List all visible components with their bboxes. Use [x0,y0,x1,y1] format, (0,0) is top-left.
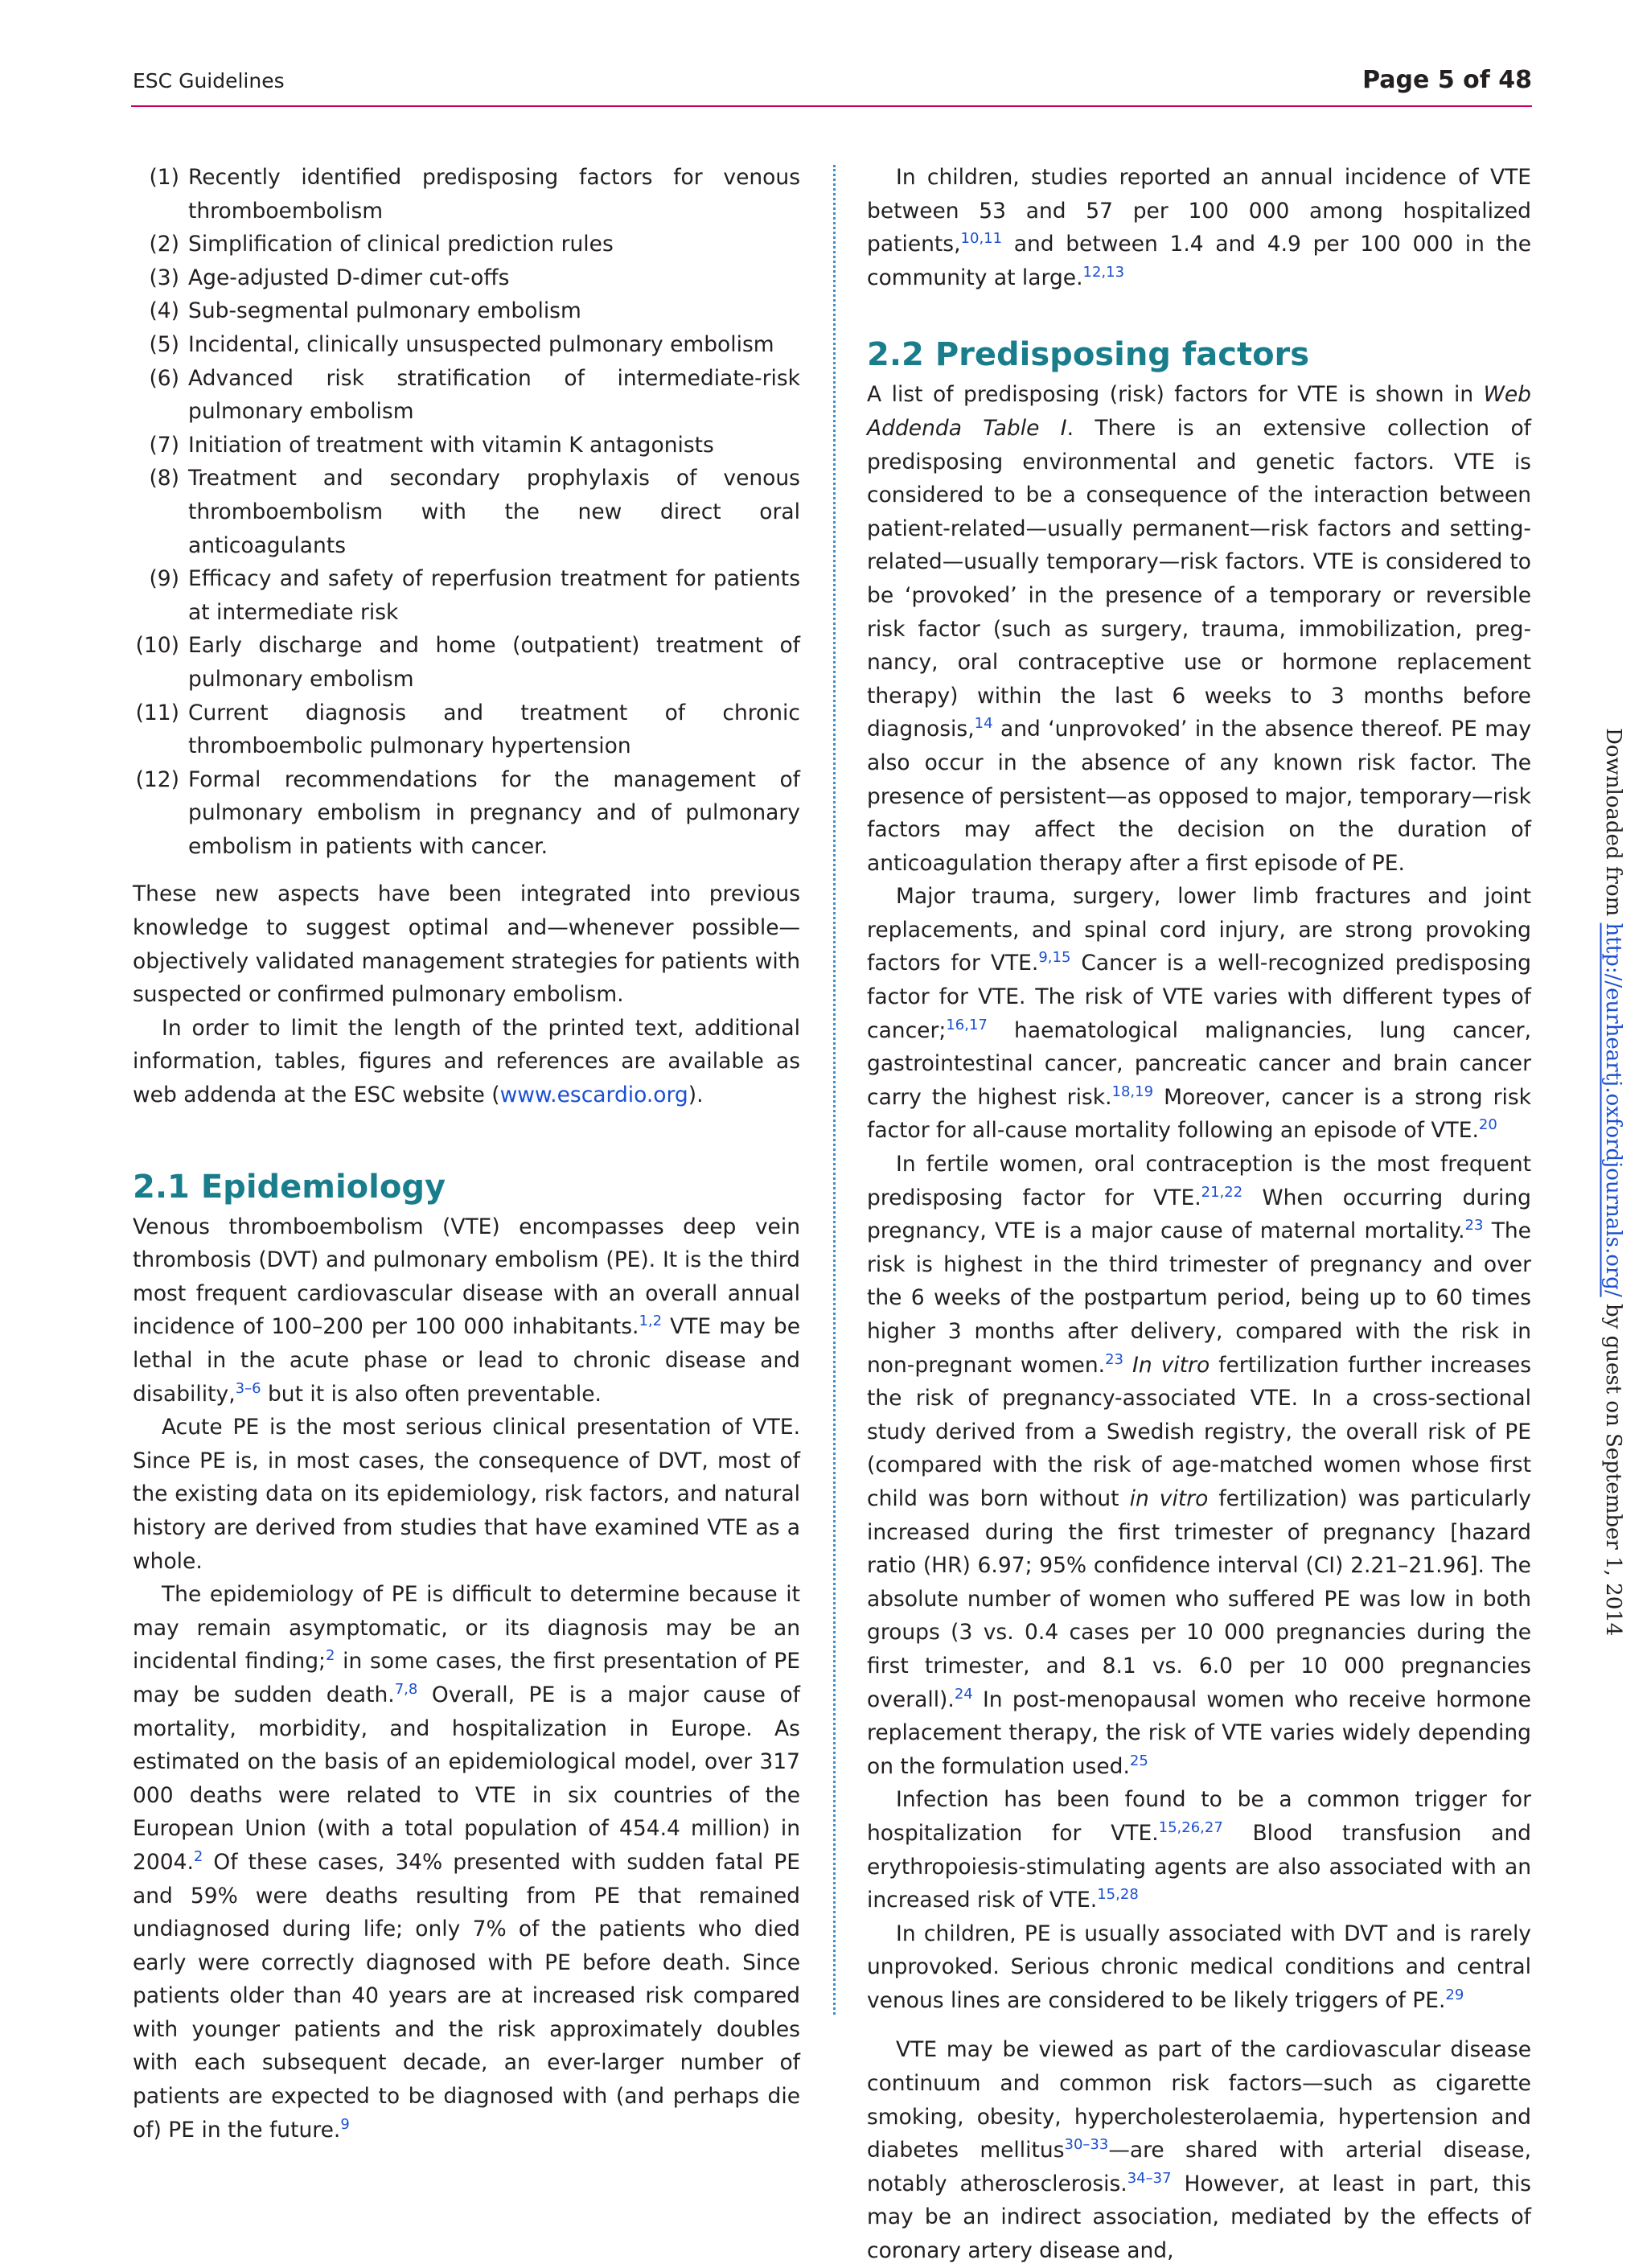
citation[interactable]: 2 [325,1647,335,1665]
citation[interactable]: 29 [1445,1986,1464,2003]
citation[interactable]: 34–37 [1127,2169,1172,2187]
list-item [133,362,800,429]
list-item-text: Early discharge and home (outpatient) treatment of pulmonary embolism [188,633,800,692]
running-header-journal: ESC Guidelines [133,69,285,92]
paragraph-children-pe: In children, PE is usually associated with DVT and is rarely unprovoked. Serious chronic medical conditions and central venous lines are considered to be likely triggers of PE.$^{29}$ [867,1921,1531,2013]
citation[interactable]: 23 [1464,1217,1484,1235]
paragraph-pe-epidemiology: The epidemiology of PE is difficult to determine because it may remain asymptomatic, or its diagnosis may be an incidental finding;$^2$ in some cases, the first presentation of PE may be sudden death.$^{7,8}$ Overall, PE is a major cause of mortality, morbidity, and hospitalization in Europe. As estimated on the basis of an epidemiological model, over 317 000 deaths were related to VTE in six countries of the European Union (with a total population of 454.4 million) in 2004.$^2$ Of these cases, 34% presented with sudden fatal PE and 59% were deaths resulting from PE that remained undiagnosed during life; only 7% of the patients who died early were correctly diagnosed with PE before death. Since patients older than 40 years are at increased risk compared with younger patients and the risk approximately doubles with each subsequent decade, an ever-larger number of patients are expected to be diagnosed with (and perhaps die of) PE in the future.$^9$ [133,1582,800,2143]
web-addenda-table-ref: Web Addenda Table I [867,382,1531,441]
citation[interactable]: 15,26,27 [1158,1818,1223,1836]
list-item-number: (9) [149,566,179,592]
list-item-text: Formal recommendations for the management of pulmonary embolism in pregnancy and of pulmonary embolism in patients with cancer. [188,766,800,859]
list-item-number: (11) [135,700,179,725]
citation[interactable]: 21,22 [1201,1183,1243,1201]
list-item-number: (2) [149,232,179,257]
citation[interactable]: 7,8 [394,1680,418,1698]
list-item-text: Efficacy and safety of reperfusion treatment for patients at intermediate risk [188,566,800,625]
citation[interactable]: 30–33 [1064,2136,1109,2154]
paragraph-fertile-women: In fertile women, oral contraception is the most frequent predisposing factor for VTE.$^{21,22}$ When occurring during pregnancy, VTE is a major cause of maternal mortality.$^{23}$ The risk is highest in the third trimester of pregnancy and over the 6 weeks of the postpartum period, being up to 60 times higher 3 months after delivery, compared with the risk in non-pregnant women.$^{23}$ In vitro fertilization further increases the risk of pregnancy-associated VTE. In a cross-sectional study derived from a Swedish registry, the overall risk of PE (compared with the risk of age-matched women whose first child was born without in vitro fertilization) was particularly increased during the first trimester of pregnancy [hazard ratio (HR) 6.97; 95% confidence interval (CI) 2.21–21.96]. The absolute number of women who suffered PE was low in both groups (3 vs. 0.4 cases per 10 000 pregnancies during the first trimester, and 8.1 vs. 6.0 per 10 000 pregnancies overall).$^{24}$ In post-menopausal women who receive hormone replacement therapy, the risk of VTE varies widely depending on the formulation used.$^{25}$ [867,1152,1532,1779]
list-item-number: (8) [149,466,179,491]
list-item-text: Treatment and secondary prophylaxis of venous thromboembolism with the new direct oral anticoagulants [188,466,800,558]
column-divider [833,165,836,2015]
list-item [133,161,800,228]
citation[interactable]: 2 [193,1847,203,1865]
citation[interactable]: 16,17 [946,1016,988,1033]
list-item [133,294,800,328]
list-item-text: Sub-segmental pulmonary embolism [188,298,581,324]
list-item-number: (5) [149,331,179,357]
list-item-text: Age-adjusted D-dimer cut-offs [188,265,510,290]
citation[interactable]: 3–6 [235,1379,261,1397]
citation[interactable]: 9 [340,2115,350,2133]
list-item [133,629,800,696]
download-source-link[interactable]: http://eurheartj.oxfordjournals.org/ [1601,922,1625,1297]
list-item [133,763,800,864]
list-item-number: (12) [135,766,179,792]
list-item-text: Current diagnosis and treatment of chronic thromboembolic pulmonary hypertension [188,700,800,759]
download-notice: Downloaded from http://eurheartj.oxfordjournals.org/ by guest on September 1, 2014 [1601,728,1625,1637]
list-item-text: Incidental, clinically unsuspected pulmonary embolism [188,331,774,357]
citation[interactable]: 9,15 [1038,949,1071,967]
list-item-text: Simplification of clinical prediction rules [188,232,614,257]
list-item-number: (10) [135,633,179,659]
paragraph-risk-factor-list: A list of predisposing (risk) factors for VTE is shown in Web Addenda Table I. There is an extensive collection of predisposing environmental and genetic factors. VTE is considered to be a consequence of the interaction between patient-related—usually permanent—risk factors and setting-related—usually temporary—risk factors. VTE is considered to be ‘provoked’ in the presence of a temporary or reversible risk factor (such as surgery, trauma, immobilization, pregnancy, oral contraceptive use or hormone replacement therapy) within the last 6 weeks to 3 months before diagnosis,$^{14}$ and ‘unprovoked’ in the absence thereof. PE may also occur in the absence of any known risk factor. The presence of persistent—as opposed to major, temporary—risk factors may affect the decision on the duration of anticoagulation therapy after a first episode of PE. [867,382,1531,876]
list-item-number: (6) [149,365,179,391]
list-item [133,261,800,295]
paragraph-cardiovascular-continuum: VTE may be viewed as part of the cardiovascular disease continuum and common risk factors—such as cigarette smoking, obesity, hypercholesterolaemia, hypertension and diabetes mellitus$^{30-33}$—are shared with arterial disease, notably atherosclerosis.$^{34-37}$ However, at least in part, this may be an indirect association, mediated by the effects of coronary artery disease and, [867,2037,1531,2264]
section-heading-epidemiology: 2.1 Epidemiology [133,1168,446,1206]
list-item-number: (7) [149,432,179,458]
list-item [133,462,800,562]
list-item [133,328,800,362]
citation[interactable]: 12,13 [1082,263,1125,281]
escardio-link[interactable]: www.escardio.org [499,1083,688,1108]
paragraph-children-incidence: In children, studies reported an annual incidence of VTE between 53 and 57 per 100 000 among hospitalized patients,$^{10,11}$ and between 1.4 and 4.9 per 100 000 in the community at large.$^{12,13}$ [867,165,1531,290]
list-item-number: (4) [149,298,179,324]
list-item-text: Initiation of treatment with vitamin K antagonists [188,432,714,458]
paragraph-web-addenda: In order to limit the length of the printed text, additional information, tables, figures and references are available as web addenda at the ESC website (www.escardio.org). [133,1015,800,1108]
citation[interactable]: 1,2 [639,1313,663,1330]
citation[interactable]: 14 [974,715,993,733]
paragraph-vte-definition: Venous thromboembolism (VTE) encompasses deep vein thrombosis (DVT) and pulmonary embolism (PE). It is the third most frequent cardiovascular disease with an overall annual incidence of 100–200 per 100 000 inhabitants.$^{1,2}$ VTE may be lethal in the acute phase or lead to chronic disease and disability,$^{3-6}$ but it is also often preventable. [133,1214,800,1407]
section-heading-predisposing-factors: 2.2 Predisposing factors [867,336,1310,374]
right-column [867,161,1531,2268]
list-item-number: (1) [149,165,179,190]
citation[interactable]: 24 [954,1685,973,1703]
header-rule [131,105,1532,107]
paragraph-trauma-cancer: Major trauma, surgery, lower limb fractures and joint replacements, and spinal cord injury, are strong provoking factors for VTE.$^{9,15}$ Cancer is a well-recognized predisposing factor for VTE. The risk of VTE varies with different types of cancer;$^{16,17}$ haematological malignancies, lung cancer, gastrointestinal cancer, pancreatic cancer and brain cancer carry the highest risk.$^{18,19}$ Moreover, cancer is a strong risk factor for all-cause mortality following an episode of VTE.$^{20}$ [867,884,1531,1144]
left-column [133,161,800,2147]
citation[interactable]: 23 [1105,1350,1123,1368]
paragraph-acute-pe: Acute PE is the most serious clinical presentation of VTE. Since PE is, in most cases, the consequence of DVT, most of the existing data on its epidemiology, risk factors, and natural history are derived from studies that have examined VTE as a whole. [133,1415,800,1574]
list-item-number: (3) [149,265,179,290]
list-item-text: Recently identified predisposing factors for venous thromboembolism [188,165,800,224]
new-aspects-list [133,161,800,863]
list-item [133,228,800,261]
citation[interactable]: 18,19 [1111,1083,1154,1100]
list-item [133,696,800,763]
citation[interactable]: 25 [1129,1752,1148,1769]
list-item [133,429,800,462]
citation[interactable]: 20 [1478,1116,1497,1134]
citation[interactable]: 15,28 [1097,1886,1139,1904]
list-item-text: Advanced risk stratification of intermediate-risk pulmonary embolism [188,365,800,425]
citation[interactable]: 10,11 [960,230,1003,248]
page-number: Page 5 of 48 [1362,66,1532,94]
list-item [133,562,800,629]
paragraph-integrated: These new aspects have been integrated into previous knowledge to suggest optimal and—whenever possible—objectively validated management strategies for patients with suspected or confirmed pulmonary embolism. [133,881,800,1008]
paragraph-infection: Infection has been found to be a common trigger for hospitalization for VTE.$^{15,26,27}$ Blood transfusion and erythropoiesis-stimulating agents are also associated with an increased risk of VTE.$^{15,28}$ [867,1787,1531,1913]
